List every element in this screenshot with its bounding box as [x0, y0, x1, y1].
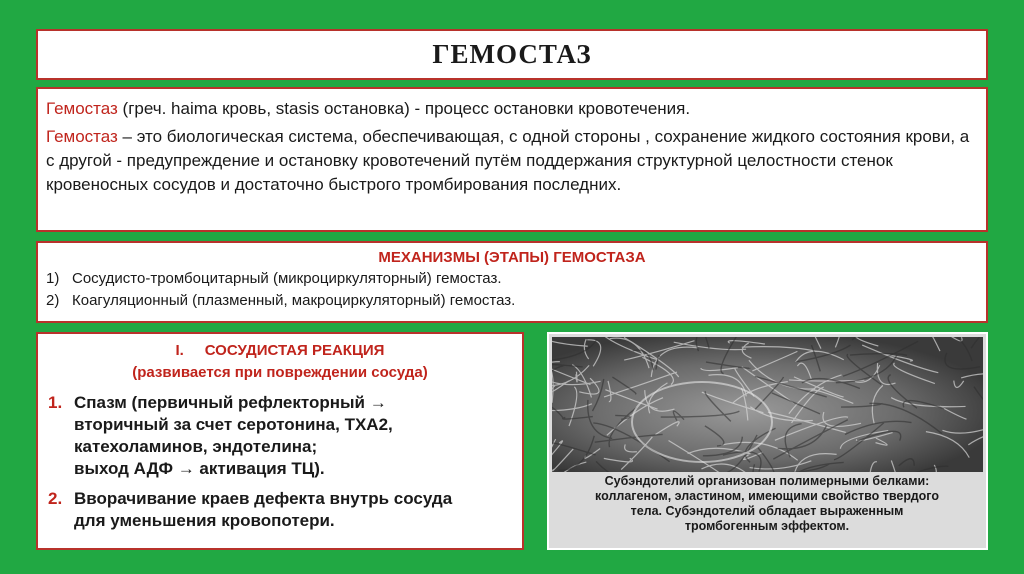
definition-1-term: Гемостаз — [46, 99, 118, 118]
micrograph-caption: Субэндотелий организован полимерными белками: коллагеном, эластином, имеющими свойство твердого тела. Субэндотелий обладает выраженным тромбогенным эффектом. — [595, 474, 939, 533]
mechanisms-heading: МЕХАНИЗМЫ (ЭТАПЫ) ГЕМОСТАЗА — [378, 249, 646, 266]
mechanism-item — [46, 268, 978, 290]
vascular-reaction-box — [36, 332, 524, 550]
reaction-text: Вворачивание краев дефекта внутрь сосуда для уменьшения кровопотери. — [74, 489, 453, 530]
mechanism-text: Сосудисто-тромбоцитарный (микроциркуляторный) гемостаз. — [72, 270, 502, 287]
mechanisms-list — [46, 268, 978, 312]
reaction-text: Спазм (первичный рефлекторный → вторичный за счет серотонина, ТХА2, катехоламинов, эндотелина; выход АДФ → активация ТЦ). — [74, 393, 393, 478]
definition-box — [36, 87, 988, 232]
mechanisms-box — [36, 241, 988, 323]
reaction-subheading: (развивается при повреждении сосуда) — [132, 364, 428, 381]
mechanism-number: 1) — [46, 270, 60, 287]
reaction-item — [48, 488, 512, 532]
micrograph-panel — [547, 332, 988, 550]
mechanism-text: Коагуляционный (плазменный, макроциркуляторный) гемостаз. — [72, 292, 516, 309]
definition-2-text: – это биологическая система, обеспечивающая, с одной стороны , сохранение жидкого состояния крови, а с другой - предупреждение и остановку кровотечений путём поддержания структурной целостности стенок кровеносных сосудов и достаточно быстрого тромбирования последних. — [46, 127, 970, 194]
mechanism-item — [46, 290, 978, 312]
reaction-number: 1. — [48, 393, 63, 412]
title-box — [36, 29, 988, 80]
reaction-heading: I. СОСУДИСТАЯ РЕАКЦИЯ — [175, 342, 385, 359]
subendothelium-micrograph-image — [552, 337, 983, 472]
definition-1-text: (греч. haima кровь, stasis остановка) - процесс остановки кровотечения. — [117, 99, 691, 118]
reaction-item — [48, 392, 512, 480]
definition-2-term: Гемостаз — [46, 127, 118, 146]
definition-2 — [46, 125, 978, 197]
reaction-number: 2. — [48, 489, 63, 508]
page-title: ГЕМОСТАЗ — [432, 39, 592, 69]
mechanism-number: 2) — [46, 292, 60, 309]
definition-1 — [46, 97, 978, 121]
micrograph-illustration — [552, 337, 983, 472]
